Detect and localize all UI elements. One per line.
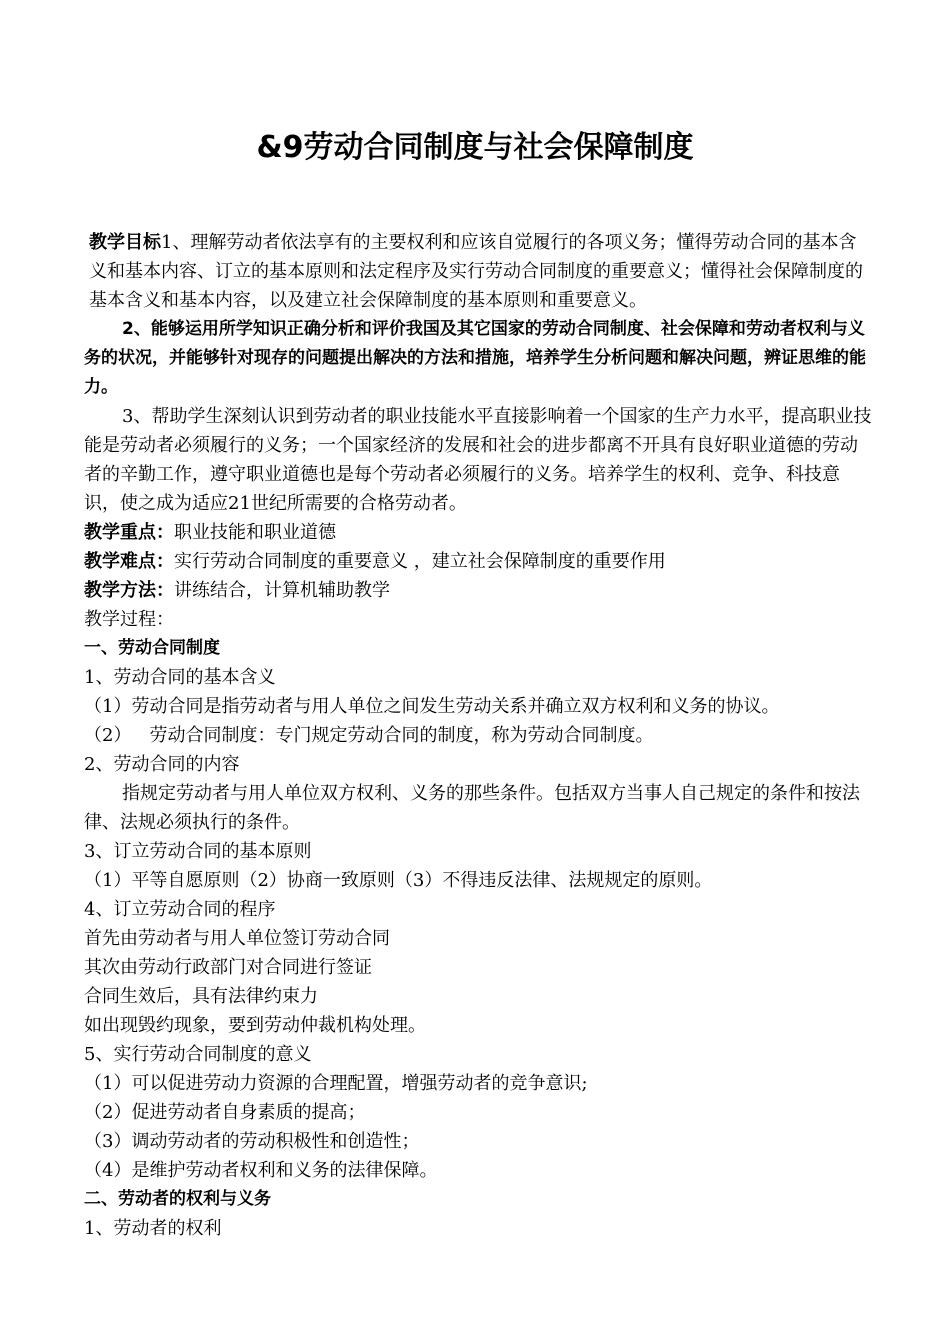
section-1-sub-3-heading: 3、订立劳动合同的基本原则 <box>84 841 312 862</box>
section-1-sub-2-text: 指规定劳动者与用人单位双方权利、义务的那些条件。包括双方当事人自己规定的条件和按法律、法规必须执行的条件。 <box>84 783 860 833</box>
section-1-sub-3-text: （1）平等自愿原则（2）协商一致原则（3）不得违反法律、法规规定的原则。 <box>84 870 713 891</box>
difficulties-text: 实行劳动合同制度的重要意义 ，建立社会保障制度的重要作用 <box>174 551 666 572</box>
key-points-label: 教学重点： <box>84 522 174 543</box>
difficulties-line <box>84 547 874 576</box>
section-1-sub-5-line: （2）促进劳动者自身素质的提高； <box>84 1102 366 1123</box>
document-body <box>84 228 874 1243</box>
section-1-sub-2-heading: 2、劳动合同的内容 <box>84 754 240 775</box>
key-points-text: 职业技能和职业道德 <box>174 522 336 543</box>
difficulties-label: 教学难点： <box>84 551 174 572</box>
objectives-paragraph-3: 3、帮助学生深刻认识到劳动者的职业技能水平直接影响着一个国家的生产力水平，提高职业技能是劳动者必须履行的义务；一个国家经济的发展和社会的进步都离不开具有良好职业道德的劳动者的辛勤工作，遵守职业道德也是每个劳动者必须履行的义务。培养学生的权利、竞争、科技意识，使之成为适应21世纪所需要的合格劳动者。 <box>84 406 872 514</box>
section-1-sub-1-item-2 <box>84 721 874 750</box>
process-label: 教学过程： <box>84 609 174 630</box>
section-1-sub-1-heading: 1、劳动合同的基本含义 <box>84 667 276 688</box>
section-1-sub-4-line: 如出现毁约现象，要到劳动仲裁机构处理。 <box>84 1015 426 1036</box>
objectives-text-1: 1、理解劳动者依法享有的主要权利和应该自觉履行的各项义务；懂得劳动合同的基本含义和基本内容、订立的基本原则和法定程序及实行劳动合同制度的重要意义；懂得社会保障制度的基本含义和基本内容，以及建立社会保障制度的基本原则和重要意义。 <box>89 232 863 311</box>
section-2-heading: 二、劳动者的权利与义务 <box>84 1189 271 1209</box>
section-1-sub-4-heading: 4、订立劳动合同的程序 <box>84 899 276 920</box>
methods-label: 教学方法： <box>84 580 174 601</box>
item-2-text: 劳动合同制度：专门规定劳动合同的制度，称为劳动合同制度。 <box>149 725 654 746</box>
section-1-sub-5-line: （1）可以促进劳动力资源的合理配置，增强劳动者的竞争意识; <box>84 1073 588 1094</box>
section-1-sub-4-line: 其次由劳动行政部门对合同进行签证 <box>84 957 372 978</box>
section-1-sub-5-line: （4）是维护劳动者权利和义务的法律保障。 <box>84 1160 438 1181</box>
objectives-paragraph-1 <box>84 228 874 315</box>
section-1-heading: 一、劳动合同制度 <box>84 638 220 658</box>
methods-line <box>84 576 874 605</box>
section-1-sub-5-heading: 5、实行劳动合同制度的意义 <box>84 1044 312 1065</box>
section-2-sub-1-heading: 1、劳动者的权利 <box>84 1218 222 1239</box>
objectives-paragraph-2: 2、能够运用所学知识正确分析和评价我国及其它国家的劳动合同制度、社会保障和劳动者权利与义务的状况，并能够针对现存的问题提出解决的方法和措施，培养学生分析问题和解决问题，辨证思维的能力。 <box>84 319 866 397</box>
objectives-label: 教学目标 <box>89 232 161 253</box>
section-1-sub-1-item-1: （1）劳动合同是指劳动者与用人单位之间发生劳动关系并确立双方权利和义务的协议。 <box>84 696 780 717</box>
section-1-sub-5-line: （3）调动劳动者的劳动积极性和创造性； <box>84 1131 420 1152</box>
methods-text: 讲练结合，计算机辅助教学 <box>174 580 390 601</box>
document-title: &9劳动合同制度与社会保障制度 <box>256 130 694 165</box>
section-1-sub-4-line: 合同生效后，具有法律约束力 <box>84 986 318 1007</box>
item-2-number: （2） <box>84 725 132 746</box>
key-points-line <box>84 518 874 547</box>
section-1-sub-4-line: 首先由劳动者与用人单位签订劳动合同 <box>84 928 390 949</box>
